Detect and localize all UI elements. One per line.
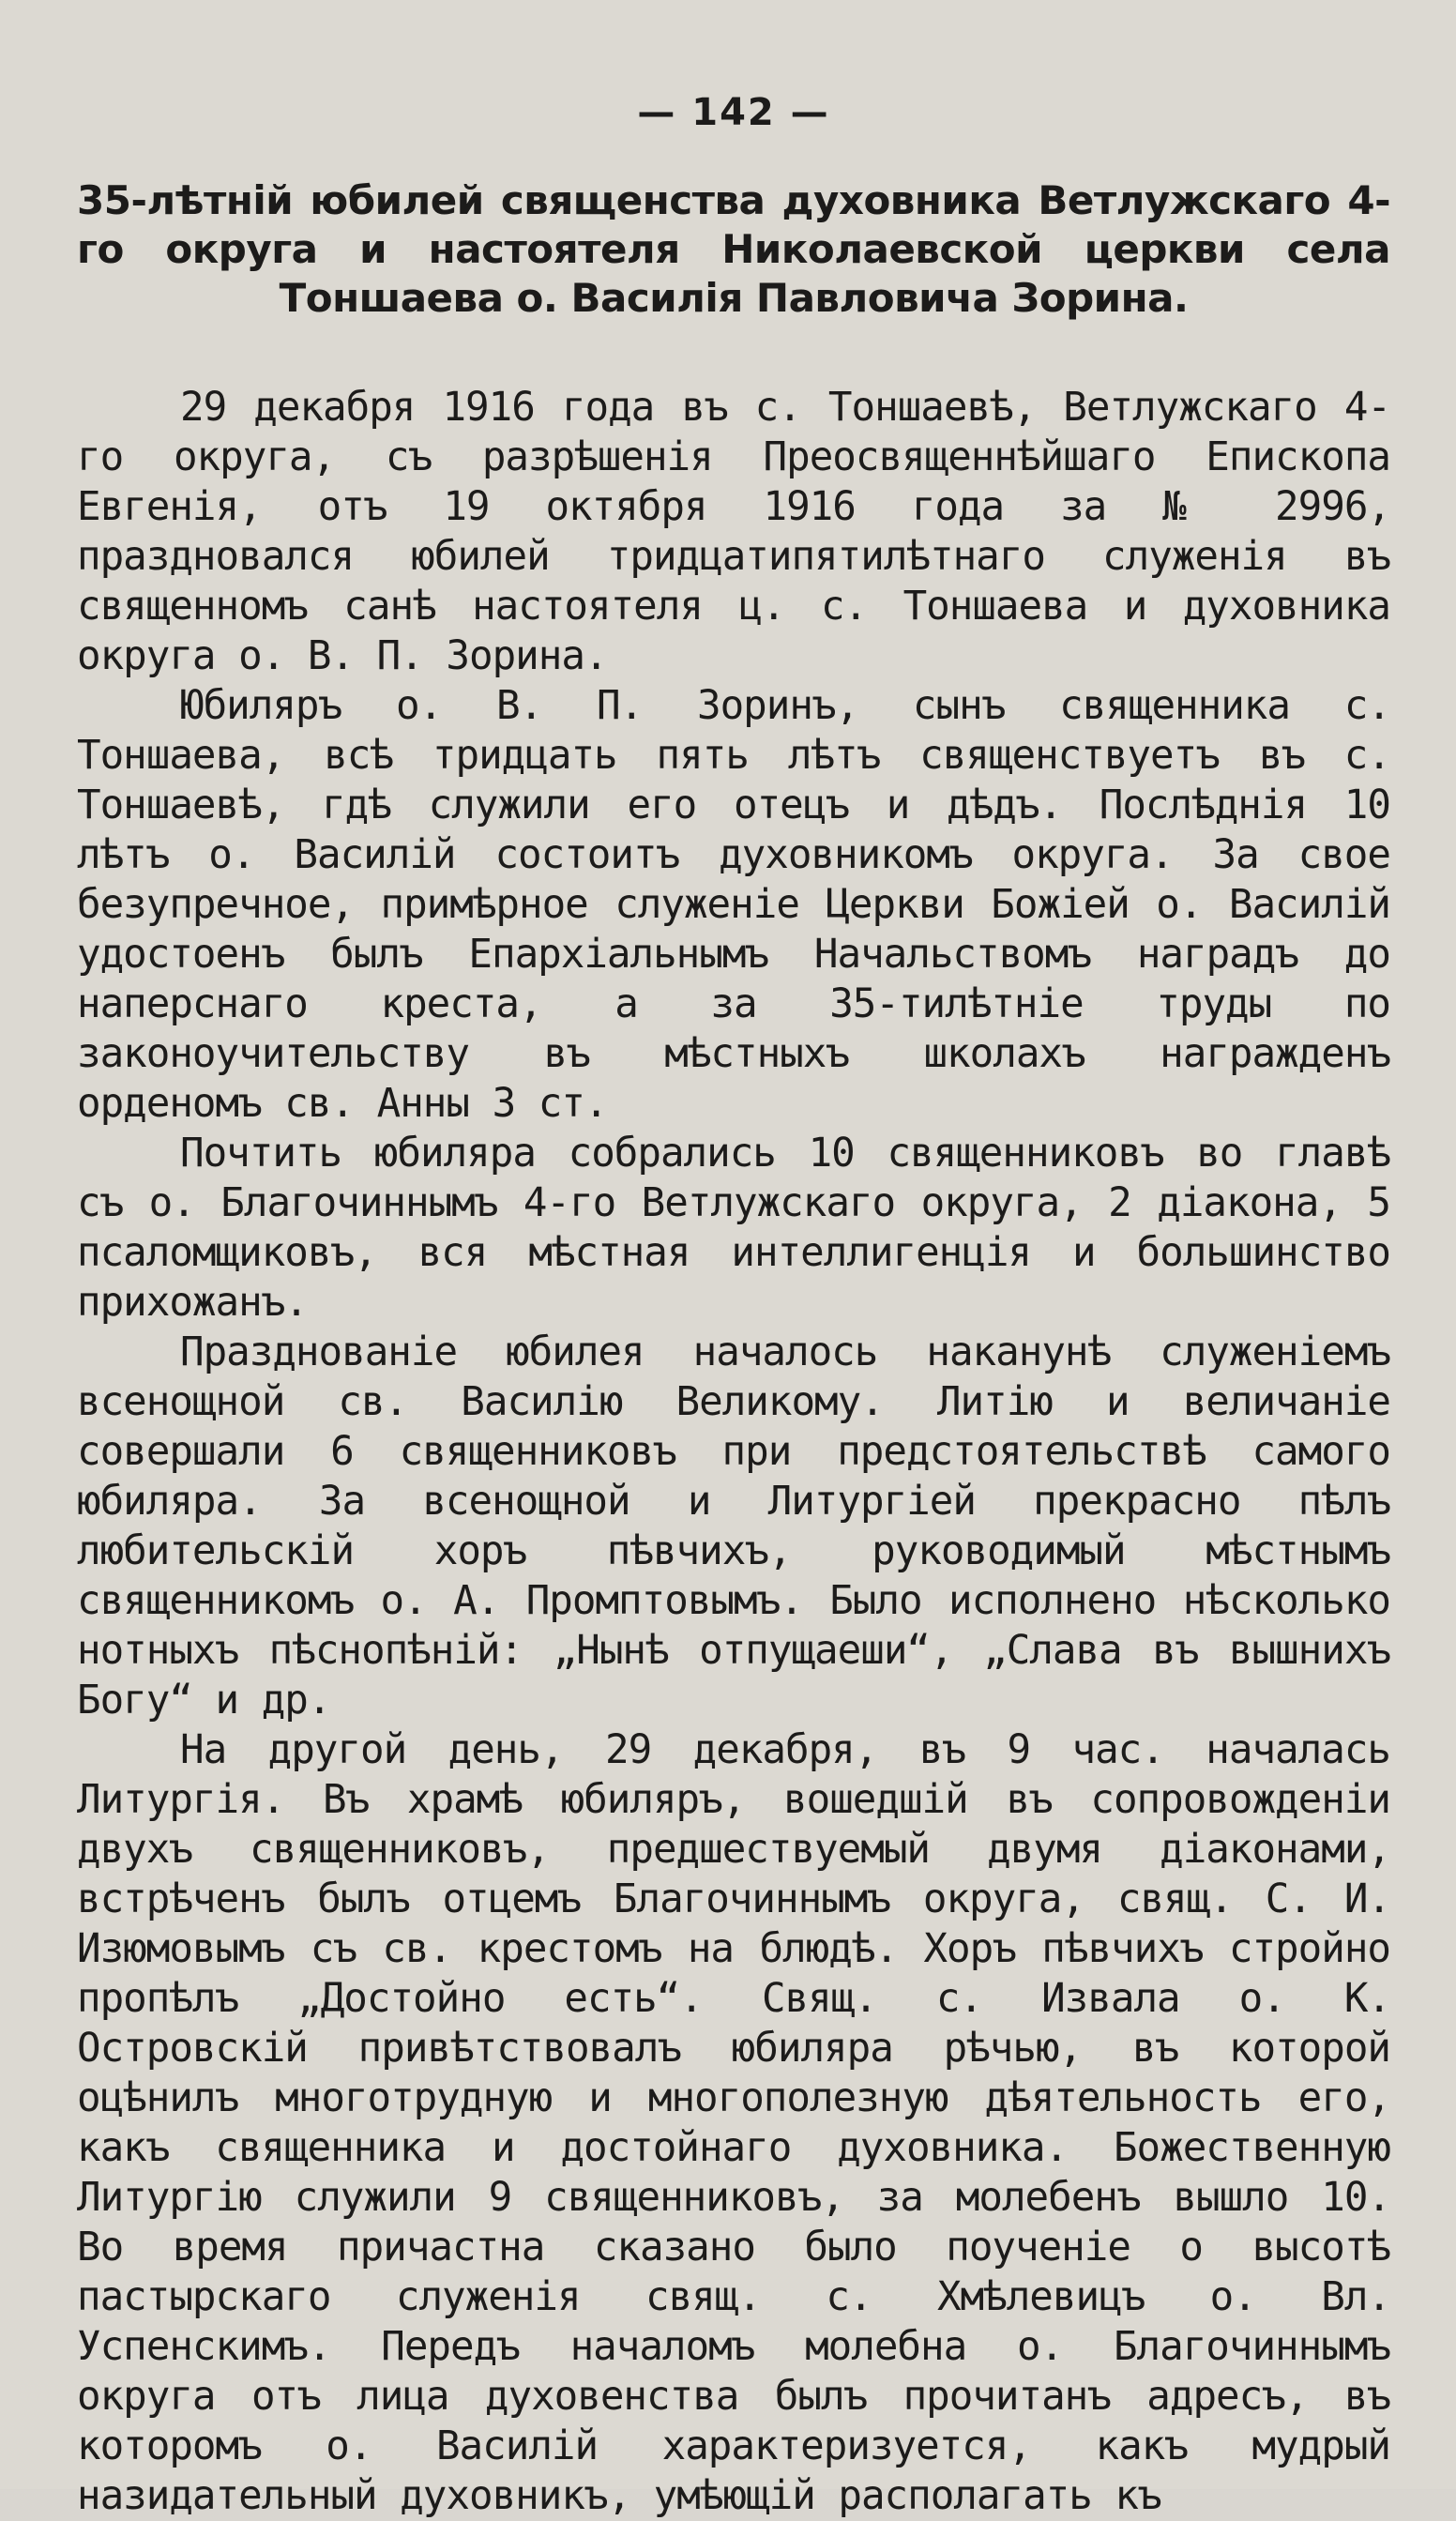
page-number: — 142 — [637, 91, 830, 134]
article-headline: 35-лѣтній юбилей священства духовника Ветлужскаго 4-го округа и настоятеля Николаевской церкви села Тоншаева о. Василія Павловича Зорина. [77, 177, 1390, 321]
article-body [77, 383, 1390, 2521]
paragraph-biography: Юбиляръ о. В. П. Зоринъ, сынъ священника с. Тоншаева, всѣ тридцать пять лѣтъ священствуетъ въ с. Тоншаевѣ, гдѣ служили его отецъ и дѣдъ. Послѣднія 10 лѣтъ о. Василій состоитъ духовникомъ округа. За свое безупречное, примѣрное служеніе Церкви Божіей о. Василій удостоенъ былъ Епархіальнымъ Начальствомъ наградъ до наперснаго креста, а за 35-тилѣтніе труды по законоучительству въ мѣстныхъ школахъ награжденъ орденомъ св. Анны 3 ст. [77, 683, 1390, 1127]
paragraph-attendees: Почтить юбиляра собрались 10 священниковъ во главѣ съ о. Благочиннымъ 4-го Ветлужскаго округа, 2 діакона, 5 псаломщиковъ, вся мѣстная интеллигенція и большинство прихожанъ. [77, 1131, 1390, 1326]
paragraph-liturgy: На другой день, 29 декабря, въ 9 час. началась Литургія. Въ храмѣ юбиляръ, вошедшій въ сопровожденіи двухъ священниковъ, предшествуемый двумя діаконами, встрѣченъ былъ отцемъ Благочиннымъ округа, свящ. С. И. Изюмовымъ съ св. крестомъ на блюдѣ. Хоръ пѣвчихъ стройно пропѣлъ „Достойно есть“. Свящ. с. Извала о. К. Островскій привѣтствовалъ юбиляра рѣчью, въ которой оцѣнилъ многотрудную и многополезную дѣятельность его, какъ священника и достойнаго духовника. Божественную Литургію служили 9 священниковъ, за молебенъ вышло 10. Во время причастна сказано было поученіе о высотѣ пастырскаго служенія свящ. с. Хмѣлевицъ о. Вл. Успенскимъ. Передъ началомъ молебна о. Благочиннымъ округа отъ лица духовенства былъ прочитанъ адресъ, въ которомъ о. Василій характеризуется, какъ мудрый назидательный духовникъ, умѣющій располагать къ [77, 1727, 1390, 2519]
paragraph-intro: 29 декабря 1916 года въ с. Тоншаевѣ, Ветлужскаго 4-го округа, съ разрѣшенія Преосвященнѣйшаго Епископа Евгенія, отъ 19 октября 1916 года за № 2996, праздновался юбилей тридцатипятилѣтнаго служенія въ священномъ санѣ настоятеля ц. с. Тоншаева и духовника округа о. В. П. Зорина. [77, 385, 1390, 679]
paragraph-vigil: Празднованіе юбилея началось наканунѣ служеніемъ всенощной св. Василію Великому. Литію и величаніе совершали 6 священниковъ при предстоятельствѣ самого юбиляра. За всенощной и Литургіей прекрасно пѣлъ любительскій хоръ пѣвчихъ, руководимый мѣстнымъ священникомъ о. А. Промптовымъ. Было исполнено нѣсколько нотныхъ пѣснопѣній: „Нынѣ отпущаеши“, „Слава въ вышнихъ Богу“ и др. [77, 1329, 1390, 1724]
